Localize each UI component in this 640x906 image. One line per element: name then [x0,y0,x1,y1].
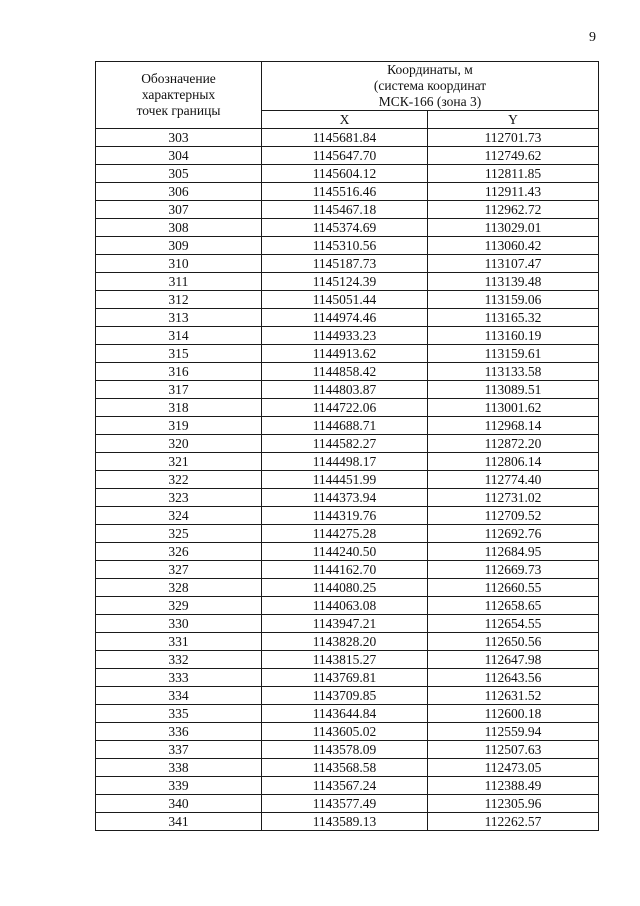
table-row [96,741,599,759]
y-cell: 112731.02 [428,489,599,507]
y-cell: 113001.62 [428,399,599,417]
table-row [96,165,599,183]
table-row [96,543,599,561]
header-coordinates [262,62,599,111]
x-cell: 1143578.09 [262,741,428,759]
x-cell: 1144373.94 [262,489,428,507]
x-cell: 1143815.27 [262,651,428,669]
y-cell: 112911.43 [428,183,599,201]
y-cell: 113060.42 [428,237,599,255]
y-cell: 112669.73 [428,561,599,579]
point-cell: 322 [96,471,262,489]
y-cell: 113133.58 [428,363,599,381]
point-cell: 321 [96,453,262,471]
y-cell: 112749.62 [428,147,599,165]
point-cell: 330 [96,615,262,633]
page-number: 9 [589,30,596,45]
point-cell: 333 [96,669,262,687]
y-cell: 113089.51 [428,381,599,399]
table-row [96,723,599,741]
y-cell: 112962.72 [428,201,599,219]
table-row [96,633,599,651]
point-cell: 335 [96,705,262,723]
point-cell: 314 [96,327,262,345]
header-points-line-3: точек границы [136,103,221,118]
y-cell: 112559.94 [428,723,599,741]
point-cell: 327 [96,561,262,579]
table-body [96,129,599,831]
x-cell: 1143947.21 [262,615,428,633]
y-cell: 112631.52 [428,687,599,705]
point-cell: 338 [96,759,262,777]
x-cell: 1143589.13 [262,813,428,831]
y-cell: 112811.85 [428,165,599,183]
x-cell: 1143567.24 [262,777,428,795]
table-row [96,129,599,147]
x-cell: 1143769.81 [262,669,428,687]
point-cell: 309 [96,237,262,255]
x-cell: 1145516.46 [262,183,428,201]
table-row [96,597,599,615]
y-cell: 112968.14 [428,417,599,435]
x-cell: 1144933.23 [262,327,428,345]
point-cell: 313 [96,309,262,327]
table-row [96,651,599,669]
y-cell: 112643.56 [428,669,599,687]
y-cell: 112473.05 [428,759,599,777]
table-row [96,813,599,831]
point-cell: 319 [96,417,262,435]
table-row [96,417,599,435]
x-cell: 1144803.87 [262,381,428,399]
header-x: X [262,111,428,129]
point-cell: 328 [96,579,262,597]
table-row [96,705,599,723]
y-cell: 112660.55 [428,579,599,597]
coordinates-table [95,61,599,831]
y-cell: 113139.48 [428,273,599,291]
y-cell: 113165.32 [428,309,599,327]
x-cell: 1144858.42 [262,363,428,381]
header-points [96,62,262,129]
x-cell: 1144974.46 [262,309,428,327]
point-cell: 339 [96,777,262,795]
point-cell: 326 [96,543,262,561]
point-cell: 329 [96,597,262,615]
x-cell: 1144162.70 [262,561,428,579]
table-row [96,525,599,543]
table-row [96,219,599,237]
table-row [96,327,599,345]
table-row [96,363,599,381]
y-cell: 112709.52 [428,507,599,525]
table-row [96,237,599,255]
point-cell: 306 [96,183,262,201]
y-cell: 112305.96 [428,795,599,813]
x-cell: 1145604.12 [262,165,428,183]
point-cell: 318 [96,399,262,417]
table-row [96,255,599,273]
header-points-line-2: характерных [141,87,216,102]
x-cell: 1144913.62 [262,345,428,363]
x-cell: 1144240.50 [262,543,428,561]
table-row [96,759,599,777]
x-cell: 1145467.18 [262,201,428,219]
x-cell: 1144275.28 [262,525,428,543]
x-cell: 1143828.20 [262,633,428,651]
point-cell: 334 [96,687,262,705]
y-cell: 112388.49 [428,777,599,795]
table-row [96,147,599,165]
y-cell: 112701.73 [428,129,599,147]
x-cell: 1143605.02 [262,723,428,741]
point-cell: 337 [96,741,262,759]
table-row [96,291,599,309]
point-cell: 316 [96,363,262,381]
point-cell: 308 [96,219,262,237]
table-row [96,309,599,327]
y-cell: 112650.56 [428,633,599,651]
point-cell: 323 [96,489,262,507]
y-cell: 112507.63 [428,741,599,759]
header-coords-line-3: МСК-166 (зона 3) [378,94,482,109]
table-row [96,453,599,471]
x-cell: 1145187.73 [262,255,428,273]
table-row [96,399,599,417]
x-cell: 1145647.70 [262,147,428,165]
x-cell: 1143644.84 [262,705,428,723]
point-cell: 336 [96,723,262,741]
point-cell: 325 [96,525,262,543]
point-cell: 320 [96,435,262,453]
table-row [96,381,599,399]
y-cell: 113159.61 [428,345,599,363]
table-row [96,435,599,453]
x-cell: 1144319.76 [262,507,428,525]
table-row [96,687,599,705]
x-cell: 1145374.69 [262,219,428,237]
y-cell: 113160.19 [428,327,599,345]
x-cell: 1145310.56 [262,237,428,255]
x-cell: 1144498.17 [262,453,428,471]
x-cell: 1144451.99 [262,471,428,489]
header-coords-line-1: Координаты, м [387,62,473,77]
y-cell: 113107.47 [428,255,599,273]
y-cell: 112600.18 [428,705,599,723]
table-row [96,201,599,219]
point-cell: 324 [96,507,262,525]
table-row [96,777,599,795]
point-cell: 317 [96,381,262,399]
y-cell: 112684.95 [428,543,599,561]
y-cell: 112262.57 [428,813,599,831]
x-cell: 1144080.25 [262,579,428,597]
table-row [96,489,599,507]
table-row [96,273,599,291]
x-cell: 1143568.58 [262,759,428,777]
x-cell: 1144688.71 [262,417,428,435]
point-cell: 307 [96,201,262,219]
x-cell: 1145051.44 [262,291,428,309]
x-cell: 1145124.39 [262,273,428,291]
x-cell: 1144063.08 [262,597,428,615]
x-cell: 1144582.27 [262,435,428,453]
x-cell: 1143577.49 [262,795,428,813]
y-cell: 113029.01 [428,219,599,237]
table-row [96,471,599,489]
y-cell: 112692.76 [428,525,599,543]
x-cell: 1144722.06 [262,399,428,417]
table-row [96,183,599,201]
point-cell: 310 [96,255,262,273]
table-row [96,561,599,579]
x-cell: 1143709.85 [262,687,428,705]
y-cell: 112872.20 [428,435,599,453]
y-cell: 112654.55 [428,615,599,633]
table-header [96,62,599,129]
y-cell: 112774.40 [428,471,599,489]
point-cell: 305 [96,165,262,183]
point-cell: 312 [96,291,262,309]
x-cell: 1145681.84 [262,129,428,147]
point-cell: 315 [96,345,262,363]
y-cell: 112658.65 [428,597,599,615]
header-y: Y [428,111,599,129]
point-cell: 331 [96,633,262,651]
point-cell: 341 [96,813,262,831]
header-coords-line-2: (система координат [373,78,487,93]
point-cell: 304 [96,147,262,165]
table-row [96,615,599,633]
y-cell: 112806.14 [428,453,599,471]
table-row [96,795,599,813]
point-cell: 303 [96,129,262,147]
y-cell: 113159.06 [428,291,599,309]
point-cell: 332 [96,651,262,669]
point-cell: 340 [96,795,262,813]
header-points-line-1: Обозначение [141,71,216,86]
table-row [96,669,599,687]
table-row [96,345,599,363]
y-cell: 112647.98 [428,651,599,669]
table-row [96,507,599,525]
point-cell: 311 [96,273,262,291]
table-row [96,579,599,597]
